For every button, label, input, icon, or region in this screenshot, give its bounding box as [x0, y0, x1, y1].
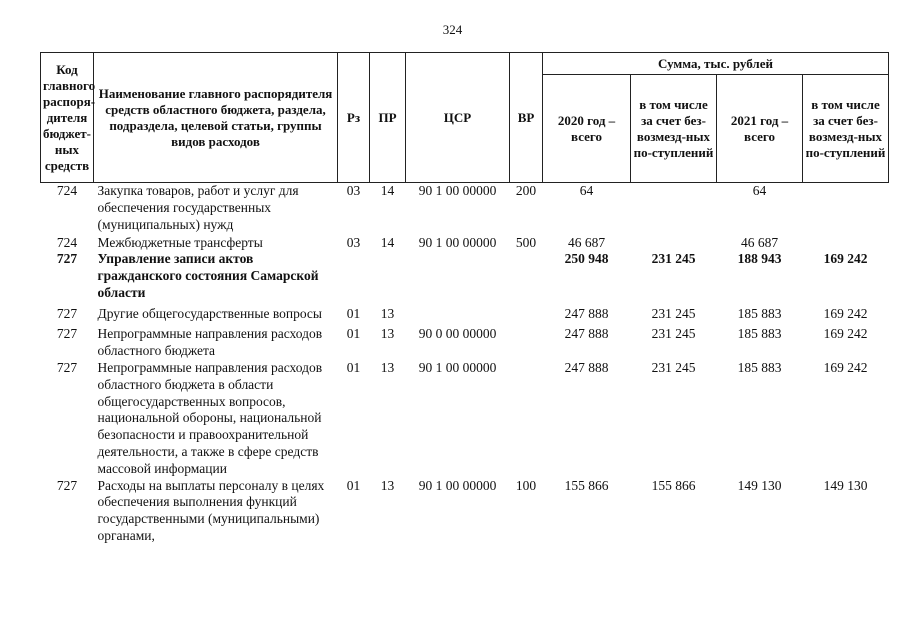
cell-pr: 13 [380, 477, 395, 493]
cell-2020-total: 247 888 [564, 326, 609, 342]
cell-code: 724 [56, 183, 78, 198]
cell-2021-free: 169 242 [823, 251, 868, 267]
cell-rz: 01 [346, 477, 361, 493]
table-row [41, 235, 889, 252]
header-vr: ВР [510, 53, 543, 183]
cell-code: 727 [56, 305, 78, 321]
cell-name: Управление записи актов гражданского состояния Самарской области [97, 251, 319, 300]
header-rz: Рз [338, 53, 370, 183]
cell-2021-total: 185 883 [737, 326, 782, 342]
table-row [41, 183, 889, 235]
table-row [41, 360, 889, 478]
cell-vr [510, 360, 543, 478]
cell-2021-total: 64 [752, 183, 767, 198]
cell-2021-free [803, 183, 889, 235]
cell-2020-free [631, 235, 717, 252]
cell-pr [370, 251, 406, 301]
cell-2021-free: 169 242 [823, 360, 868, 376]
cell-csr: 90 1 00 00000 [418, 360, 497, 376]
cell-csr: 90 1 00 00000 [418, 234, 497, 250]
cell-rz: 01 [346, 305, 361, 321]
cell-name: Межбюджетные трансферты [97, 234, 263, 250]
cell-csr: 90 1 00 00000 [418, 183, 497, 198]
cell-rz: 03 [346, 234, 361, 250]
cell-name: Закупка товаров, работ и услуг для обеспечения государственных (муниципальных) нужд [97, 183, 299, 232]
cell-name: Непрограммные направления расходов областного бюджета в области общегосударственных вопросов, национальной обороны, национальной безопасности и правоохранительной деятельности, а также в сфере средств массовой информации [97, 360, 323, 476]
header-2020-total: 2020 год – всего [543, 75, 631, 183]
page-number: 324 [442, 22, 463, 37]
cell-vr: 500 [515, 234, 537, 250]
table-row [41, 322, 889, 360]
cell-rz: 01 [346, 326, 361, 342]
budget-table [40, 52, 889, 545]
cell-2021-free [803, 235, 889, 252]
cell-rz: 01 [346, 360, 361, 376]
cell-csr [406, 302, 510, 323]
cell-2021-free: 169 242 [823, 326, 868, 342]
cell-csr: 90 0 00 00000 [418, 326, 497, 342]
cell-2020-free: 155 866 [651, 477, 696, 493]
table-row [41, 251, 889, 301]
cell-pr: 14 [380, 183, 395, 198]
header-sum: Сумма, тыс. рублей [543, 53, 889, 75]
cell-2021-free: 169 242 [823, 305, 868, 321]
cell-pr: 13 [380, 326, 395, 342]
header-2021-total: 2021 год – всего [717, 75, 803, 183]
cell-name: Непрограммные направления расходов областного бюджета [97, 326, 323, 359]
cell-vr: 200 [515, 183, 537, 198]
cell-vr [510, 251, 543, 301]
cell-2021-total: 149 130 [737, 477, 782, 493]
cell-code: 727 [56, 251, 78, 267]
cell-code: 727 [56, 477, 78, 493]
cell-rz: 03 [346, 183, 361, 198]
cell-2021-total: 46 687 [740, 234, 779, 250]
cell-2021-total: 188 943 [737, 251, 782, 267]
table-row [41, 478, 889, 545]
cell-2020-free [631, 183, 717, 235]
header-csr: ЦСР [406, 53, 510, 183]
cell-2020-total: 247 888 [564, 305, 609, 321]
cell-2020-free: 231 245 [651, 326, 696, 342]
header-2020-free: в том числе за счет без-возмезд-ных по-ступлений [631, 75, 717, 183]
cell-2020-total: 64 [579, 183, 594, 198]
cell-2020-free: 231 245 [651, 251, 696, 267]
cell-vr [510, 322, 543, 360]
cell-code: 727 [56, 360, 78, 376]
cell-rz [338, 251, 370, 301]
cell-code: 727 [56, 326, 78, 342]
cell-name: Расходы на выплаты персоналу в целях обеспечения выполнения функций государственными (муниципальными) органами, [97, 477, 325, 544]
cell-csr [406, 251, 510, 301]
cell-2020-total: 250 948 [564, 251, 609, 267]
cell-csr: 90 1 00 00000 [418, 477, 497, 493]
cell-pr: 13 [380, 360, 395, 376]
cell-pr: 13 [380, 305, 395, 321]
cell-2020-free: 231 245 [651, 305, 696, 321]
cell-2021-total: 185 883 [737, 305, 782, 321]
cell-name: Другие общегосударственные вопросы [97, 305, 322, 321]
header-code: Код главного распоря-дителя бюджет-ных средств [41, 53, 94, 183]
cell-2020-total: 46 687 [567, 234, 606, 250]
cell-2021-total: 185 883 [737, 360, 782, 376]
table-row [41, 302, 889, 323]
cell-vr [510, 302, 543, 323]
cell-2021-free: 149 130 [823, 477, 868, 493]
cell-2020-free: 231 245 [651, 360, 696, 376]
cell-pr: 14 [380, 234, 395, 250]
cell-code: 724 [56, 234, 78, 250]
header-name: Наименование главного распорядителя средств областного бюджета, раздела, подраздела, целевой статьи, группы видов расходов [94, 53, 338, 183]
header-2021-free: в том числе за счет без-возмезд-ных по-ступлений [803, 75, 889, 183]
header-pr: ПР [370, 53, 406, 183]
cell-vr: 100 [515, 477, 537, 493]
cell-2020-total: 155 866 [564, 477, 609, 493]
cell-2020-total: 247 888 [564, 360, 609, 376]
